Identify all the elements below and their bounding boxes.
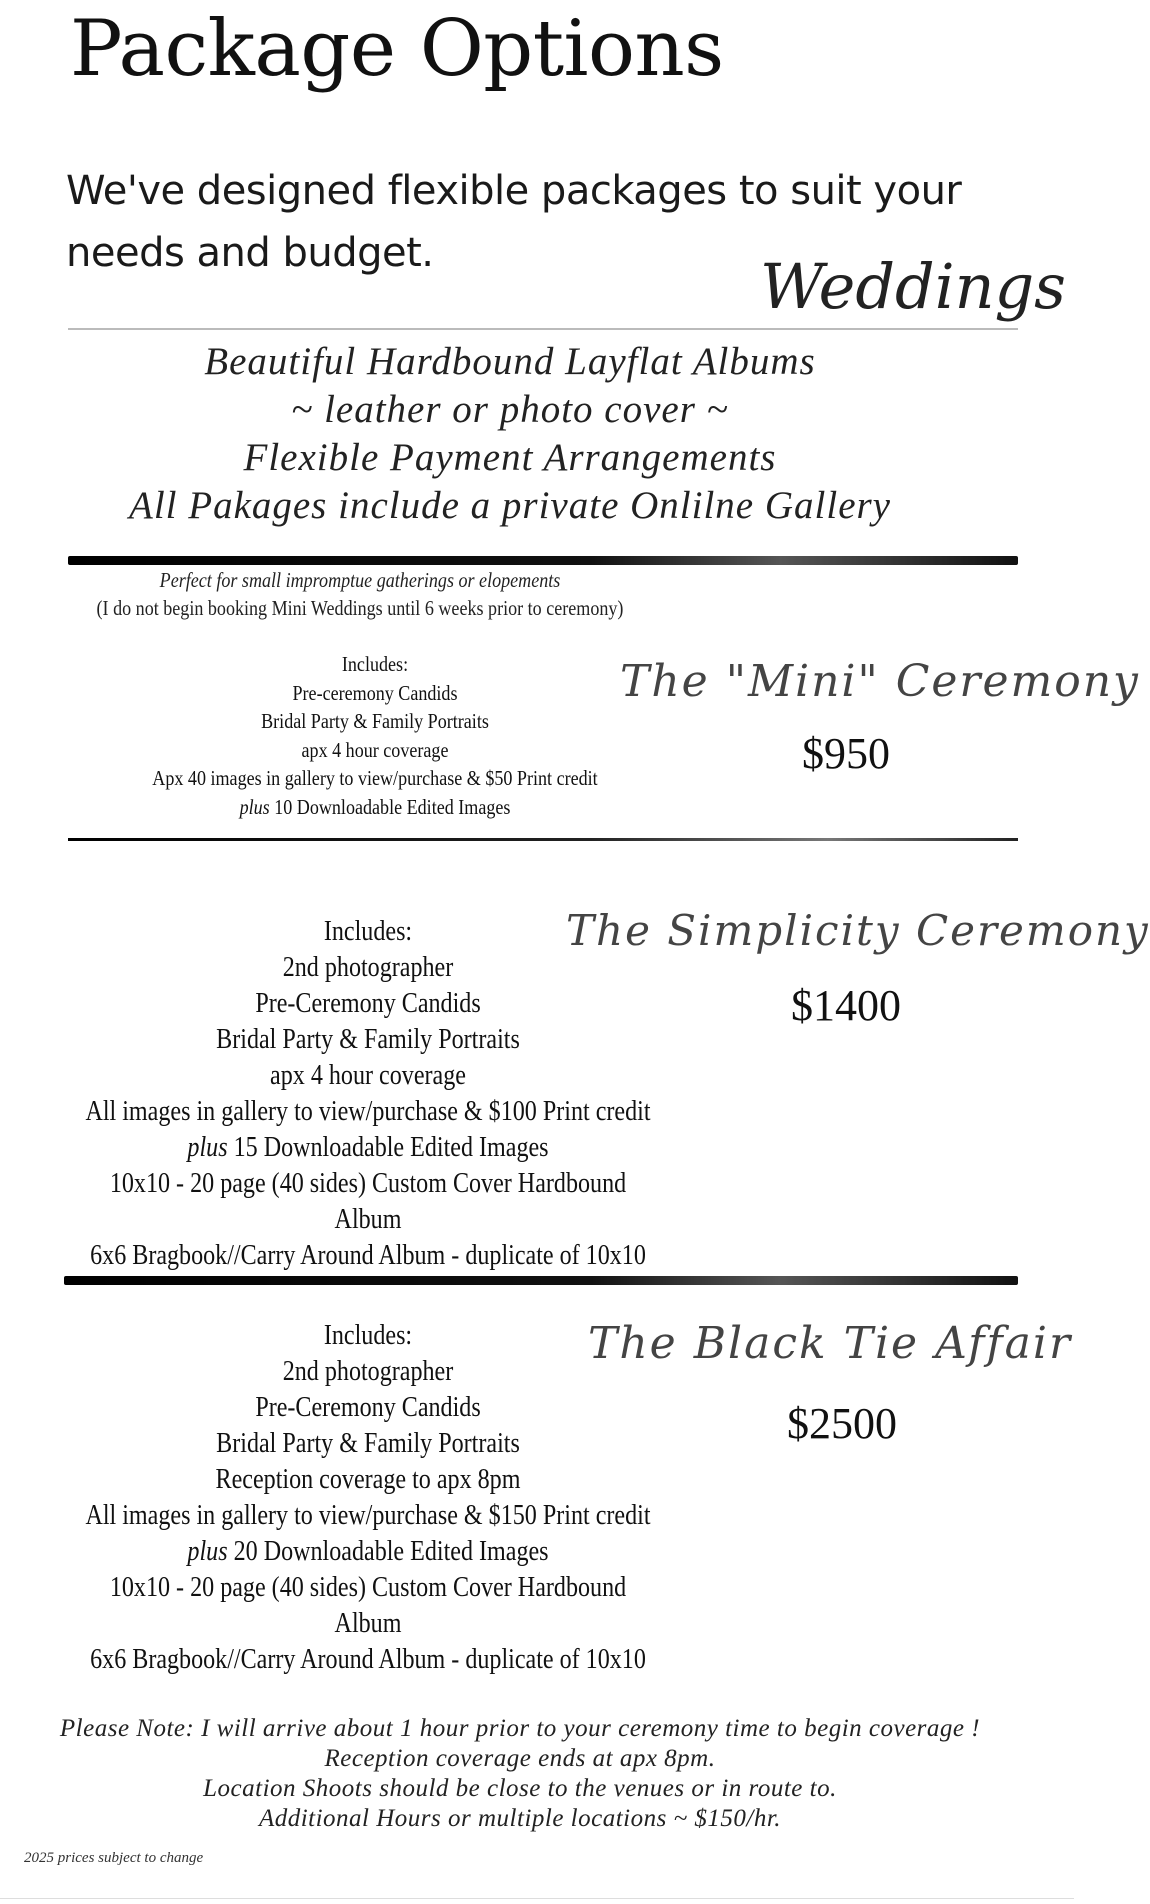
please-note (40, 1714, 1000, 1834)
blacktie-package-name: The Black Tie Affair (588, 1318, 1072, 1369)
list-item: apx 4 hour coverage (301, 737, 449, 762)
subtitle-line: needs and budget. (66, 230, 434, 276)
note-line: Reception coverage ends at apx 8pm. (324, 1745, 716, 1772)
subtitle-line: We've designed flexible packages to suit your (66, 168, 962, 214)
feature-line: ~ leather or photo cover ~ (291, 388, 729, 431)
plus-label: plus (239, 794, 270, 819)
plus-label: plus (187, 1536, 228, 1567)
list-item: Reception coverage to apx 8pm (215, 1464, 521, 1495)
plus-label: plus (187, 1132, 228, 1163)
mini-intro-line: (I do not begin booking Mini Weddings until 6 weeks prior to ceremony) (96, 596, 624, 620)
list-item: All images in gallery to view/purchase & $100 Print credit (85, 1096, 651, 1127)
weddings-script-heading: Weddings (760, 250, 1067, 323)
list-item: Pre-Ceremony Candids (255, 1392, 481, 1423)
list-item: Pre-Ceremony Candids (255, 988, 481, 1019)
list-item: 6x6 Bragbook//Carry Around Album - duplicate of 10x10 (90, 1644, 646, 1675)
note-line: Location Shoots should be close to the venues or in route to. (203, 1775, 837, 1802)
section-divider (64, 1276, 1018, 1285)
list-item: Bridal Party & Family Portraits (216, 1428, 520, 1459)
simplicity-includes-list (76, 914, 661, 1274)
page-title: Package Options (70, 4, 724, 94)
list-item: 10x10 - 20 page (40 sides) Custom Cover Hardbound Album (109, 1168, 627, 1235)
blacktie-includes-list (76, 1318, 661, 1678)
features-block (70, 338, 950, 530)
list-item: 2nd photographer (282, 1356, 454, 1387)
page-bottom-divider (0, 1898, 1074, 1899)
list-item: 10x10 - 20 page (40 sides) Custom Cover Hardbound Album (109, 1572, 627, 1639)
price-footnote: 2025 prices subject to change (24, 1850, 204, 1866)
list-item: Includes: (341, 652, 409, 676)
list-item: Includes: (323, 916, 413, 947)
list-item (76, 1534, 661, 1570)
list-item-text: 10 Downloadable Edited Images (269, 794, 511, 819)
mini-package-price: $950 (802, 729, 890, 778)
simplicity-package-name: The Simplicity Ceremony (566, 906, 1150, 955)
note-line: Please Note: I will arrive about 1 hour prior to your ceremony time to begin coverage ! (59, 1715, 981, 1742)
list-item: Bridal Party & Family Portraits (261, 709, 489, 733)
mini-intro (85, 566, 635, 622)
list-item: 6x6 Bragbook//Carry Around Album - duplicate of 10x10 (90, 1240, 646, 1271)
list-item: Includes: (323, 1320, 413, 1351)
feature-line: Flexible Payment Arrangements (243, 436, 777, 479)
list-item: Apx 40 images in gallery to view/purchase & $50 Print credit (152, 766, 598, 790)
simplicity-package-price: $1400 (791, 981, 901, 1030)
list-item: Bridal Party & Family Portraits (216, 1024, 520, 1055)
note-line: Additional Hours or multiple locations ~ $150/hr. (258, 1805, 782, 1832)
list-item: apx 4 hour coverage (270, 1060, 466, 1091)
mini-package-name: The "Mini" Ceremony (620, 656, 1140, 707)
feature-line: Beautiful Hardbound Layflat Albums (204, 340, 816, 383)
list-item-text: 20 Downloadable Edited Images (227, 1536, 549, 1567)
list-item: Pre-ceremony Candids (292, 680, 458, 705)
list-item: All images in gallery to view/purchase & $150 Print credit (85, 1500, 651, 1531)
section-divider (68, 556, 1018, 565)
blacktie-package-price: $2500 (787, 1399, 897, 1448)
section-divider (68, 838, 1018, 841)
header-divider (68, 328, 1018, 330)
list-item-text: 15 Downloadable Edited Images (227, 1132, 549, 1163)
list-item: 2nd photographer (282, 952, 454, 983)
feature-line: All Pakages include a private Onlilne Gallery (129, 484, 891, 527)
mini-intro-line: Perfect for small impromptue gatherings or elopements (159, 568, 561, 592)
list-item (130, 793, 620, 822)
list-item (76, 1130, 661, 1166)
mini-includes-list (130, 650, 620, 821)
